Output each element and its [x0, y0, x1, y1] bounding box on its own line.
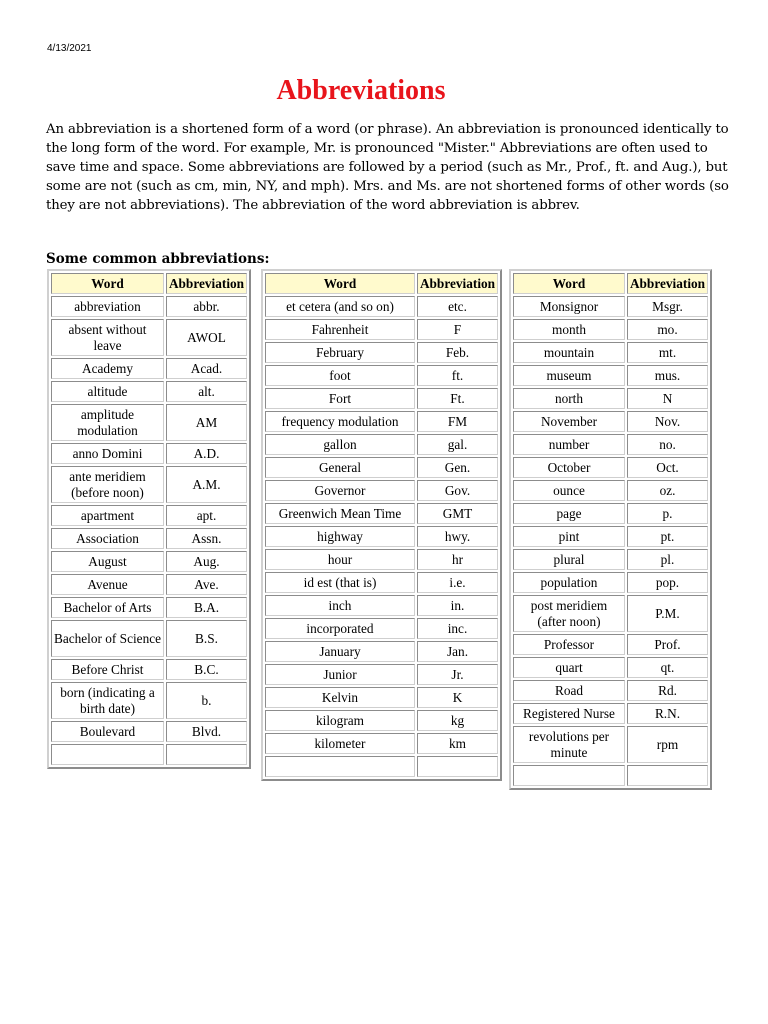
table-row — [51, 319, 247, 356]
table-row — [513, 595, 708, 632]
table-row — [51, 682, 247, 719]
column-header-word: Word — [51, 273, 164, 294]
abbreviation-cell: AM — [166, 404, 247, 441]
word-cell: Governor — [265, 480, 415, 501]
table-row — [265, 710, 498, 731]
word-cell: foot — [265, 365, 415, 386]
word-cell: highway — [265, 526, 415, 547]
table-row — [51, 443, 247, 464]
empty-cell — [51, 744, 164, 765]
abbreviation-cell: B.A. — [166, 597, 247, 618]
table-row — [513, 680, 708, 701]
word-cell: absent without leave — [51, 319, 164, 356]
abbreviation-cell: GMT — [417, 503, 498, 524]
table-row — [51, 597, 247, 618]
word-cell: Monsignor — [513, 296, 625, 317]
empty-cell — [265, 756, 415, 777]
abbreviation-cell: Oct. — [627, 457, 708, 478]
abbreviation-cell: Gen. — [417, 457, 498, 478]
word-cell: apartment — [51, 505, 164, 526]
empty-row — [513, 765, 708, 786]
table-row — [265, 549, 498, 570]
abbreviations-table-2 — [261, 269, 502, 781]
word-cell: frequency modulation — [265, 411, 415, 432]
abbreviation-cell: pl. — [627, 549, 708, 570]
column-header-abbreviation: Abbreviation — [166, 273, 247, 294]
table-row — [51, 466, 247, 503]
table-row — [513, 549, 708, 570]
table-row — [51, 358, 247, 379]
table-row — [265, 365, 498, 386]
abbreviation-cell: Prof. — [627, 634, 708, 655]
word-cell: quart — [513, 657, 625, 678]
abbreviation-cell: Jan. — [417, 641, 498, 662]
abbreviation-cell: Jr. — [417, 664, 498, 685]
word-cell: Kelvin — [265, 687, 415, 708]
word-cell: post meridiem (after noon) — [513, 595, 625, 632]
table-row — [51, 659, 247, 680]
word-cell: Before Christ — [51, 659, 164, 680]
word-cell: November — [513, 411, 625, 432]
table-row — [265, 434, 498, 455]
abbreviation-cell: Ft. — [417, 388, 498, 409]
word-cell: Boulevard — [51, 721, 164, 742]
word-cell: id est (that is) — [265, 572, 415, 593]
word-cell: Junior — [265, 664, 415, 685]
table-row — [265, 733, 498, 754]
word-cell: abbreviation — [51, 296, 164, 317]
word-cell: Greenwich Mean Time — [265, 503, 415, 524]
table-row — [513, 503, 708, 524]
word-cell: October — [513, 457, 625, 478]
word-cell: February — [265, 342, 415, 363]
column-header-abbreviation: Abbreviation — [627, 273, 708, 294]
abbreviation-cell: p. — [627, 503, 708, 524]
column-header-word: Word — [265, 273, 415, 294]
abbreviation-cell: ft. — [417, 365, 498, 386]
abbreviation-cell: b. — [166, 682, 247, 719]
table-row — [513, 434, 708, 455]
word-cell: January — [265, 641, 415, 662]
abbreviation-cell: FM — [417, 411, 498, 432]
table-row — [265, 296, 498, 317]
column-header-word: Word — [513, 273, 625, 294]
word-cell: Association — [51, 528, 164, 549]
word-cell: inch — [265, 595, 415, 616]
table-row — [51, 296, 247, 317]
word-cell: Professor — [513, 634, 625, 655]
table-row — [513, 572, 708, 593]
word-cell: Bachelor of Arts — [51, 597, 164, 618]
abbreviation-cell: alt. — [166, 381, 247, 402]
abbreviation-cell: apt. — [166, 505, 247, 526]
table-row — [513, 411, 708, 432]
abbreviation-cell: Feb. — [417, 342, 498, 363]
word-cell: population — [513, 572, 625, 593]
word-cell: kilometer — [265, 733, 415, 754]
table-row — [265, 618, 498, 639]
abbreviation-cell: Assn. — [166, 528, 247, 549]
table-row — [513, 296, 708, 317]
abbreviation-cell: Ave. — [166, 574, 247, 595]
abbreviation-cell: abbr. — [166, 296, 247, 317]
word-cell: August — [51, 551, 164, 572]
table-row — [265, 687, 498, 708]
word-cell: revolutions per minute — [513, 726, 625, 763]
abbreviation-cell: kg — [417, 710, 498, 731]
empty-row — [51, 744, 247, 765]
table-row — [513, 657, 708, 678]
abbreviations-table-1 — [47, 269, 251, 769]
word-cell: ounce — [513, 480, 625, 501]
word-cell: kilogram — [265, 710, 415, 731]
table-row — [51, 551, 247, 572]
table-row — [51, 505, 247, 526]
word-cell: month — [513, 319, 625, 340]
word-cell: plural — [513, 549, 625, 570]
word-cell: Academy — [51, 358, 164, 379]
word-cell: Fort — [265, 388, 415, 409]
abbreviation-cell: hr — [417, 549, 498, 570]
abbreviation-cell: km — [417, 733, 498, 754]
word-cell: mountain — [513, 342, 625, 363]
table-row — [51, 620, 247, 657]
word-cell: gallon — [265, 434, 415, 455]
table-row — [51, 528, 247, 549]
abbreviation-cell: pt. — [627, 526, 708, 547]
table-row — [265, 664, 498, 685]
table-row — [513, 388, 708, 409]
table-row — [513, 634, 708, 655]
table-row — [51, 404, 247, 441]
empty-row — [265, 756, 498, 777]
word-cell: incorporated — [265, 618, 415, 639]
table-row — [265, 319, 498, 340]
table-row — [51, 381, 247, 402]
abbreviation-cell: no. — [627, 434, 708, 455]
table-row — [265, 342, 498, 363]
abbreviation-cell: i.e. — [417, 572, 498, 593]
word-cell: hour — [265, 549, 415, 570]
empty-cell — [417, 756, 498, 777]
table-row — [265, 457, 498, 478]
table-row — [265, 411, 498, 432]
table-row — [513, 480, 708, 501]
empty-cell — [166, 744, 247, 765]
word-cell: General — [265, 457, 415, 478]
table-row — [265, 595, 498, 616]
abbreviation-cell: B.S. — [166, 620, 247, 657]
abbreviation-cell: hwy. — [417, 526, 498, 547]
word-cell: pint — [513, 526, 625, 547]
intro-paragraph: An abbreviation is a shortened form of a word (or phrase). An abbreviation is pronounced identically to the long form of the word. For example, Mr. is pronounced "Mister." Abbreviations are often used to save time and space. Some abbreviations are followed by a period (such as Mr., Prof., ft. and Aug.), but some are not (such as cm, min, NY, and mph). Mrs. and Ms. are not shortened forms of other words (so they are not abbreviations). The abbreviation of the word abbreviation is abbrev. — [46, 122, 729, 213]
abbreviation-cell: pop. — [627, 572, 708, 593]
table-row — [51, 721, 247, 742]
table-row — [513, 365, 708, 386]
abbreviation-cell: mus. — [627, 365, 708, 386]
abbreviation-cell: in. — [417, 595, 498, 616]
abbreviation-cell: Aug. — [166, 551, 247, 572]
column-header-abbreviation: Abbreviation — [417, 273, 498, 294]
table-row — [513, 457, 708, 478]
abbreviation-cell: mt. — [627, 342, 708, 363]
table-row — [265, 503, 498, 524]
word-cell: ante meridiem (before noon) — [51, 466, 164, 503]
abbreviation-cell: Blvd. — [166, 721, 247, 742]
abbreviation-cell: F — [417, 319, 498, 340]
table-row — [51, 574, 247, 595]
word-cell: Road — [513, 680, 625, 701]
word-cell: amplitude modulation — [51, 404, 164, 441]
abbreviation-cell: inc. — [417, 618, 498, 639]
word-cell: Avenue — [51, 574, 164, 595]
word-cell: born (indicating a birth date) — [51, 682, 164, 719]
table-row — [265, 388, 498, 409]
word-cell: Bachelor of Science — [51, 620, 164, 657]
print-date: 4/13/2021 — [47, 43, 92, 54]
table-row — [265, 480, 498, 501]
word-cell: et cetera (and so on) — [265, 296, 415, 317]
abbreviation-cell: Gov. — [417, 480, 498, 501]
abbreviation-cell: K — [417, 687, 498, 708]
abbreviation-cell: N — [627, 388, 708, 409]
table-row — [513, 526, 708, 547]
word-cell: museum — [513, 365, 625, 386]
abbreviation-cell: qt. — [627, 657, 708, 678]
abbreviation-cell: P.M. — [627, 595, 708, 632]
abbreviation-cell: rpm — [627, 726, 708, 763]
table-row — [265, 641, 498, 662]
word-cell: Registered Nurse — [513, 703, 625, 724]
empty-cell — [513, 765, 625, 786]
abbreviation-cell: oz. — [627, 480, 708, 501]
abbreviation-cell: Acad. — [166, 358, 247, 379]
word-cell: page — [513, 503, 625, 524]
abbreviations-table-3 — [509, 269, 712, 790]
empty-cell — [627, 765, 708, 786]
word-cell: Fahrenheit — [265, 319, 415, 340]
table-row — [513, 726, 708, 763]
abbreviation-cell: A.M. — [166, 466, 247, 503]
table-row — [513, 703, 708, 724]
abbreviation-cell: A.D. — [166, 443, 247, 464]
abbreviation-cell: Rd. — [627, 680, 708, 701]
abbreviation-cell: AWOL — [166, 319, 247, 356]
abbreviation-cell: gal. — [417, 434, 498, 455]
abbreviation-cell: Nov. — [627, 411, 708, 432]
abbreviation-cell: Msgr. — [627, 296, 708, 317]
word-cell: north — [513, 388, 625, 409]
table-row — [513, 342, 708, 363]
word-cell: number — [513, 434, 625, 455]
page-title: Abbreviations — [276, 75, 446, 106]
table-row — [265, 526, 498, 547]
table-row — [513, 319, 708, 340]
table-row — [265, 572, 498, 593]
abbreviation-cell: etc. — [417, 296, 498, 317]
word-cell: anno Domini — [51, 443, 164, 464]
section-heading: Some common abbreviations: — [46, 251, 270, 267]
abbreviation-cell: R.N. — [627, 703, 708, 724]
word-cell: altitude — [51, 381, 164, 402]
abbreviation-cell: mo. — [627, 319, 708, 340]
abbreviation-cell: B.C. — [166, 659, 247, 680]
